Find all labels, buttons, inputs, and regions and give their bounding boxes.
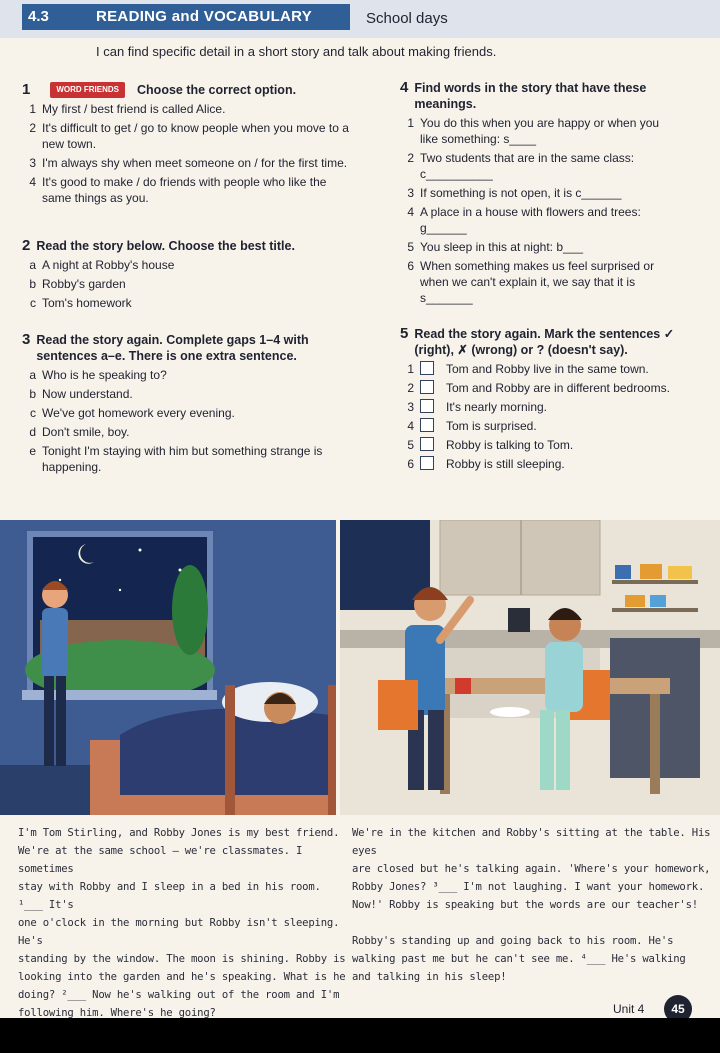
item-label: 1 [407,116,414,130]
ex2-item [22,295,352,311]
story-line: looking into the garden and he's speaking. What is he [18,971,346,983]
ex1-item [22,120,352,152]
answer-checkbox[interactable] [420,437,434,451]
item-text: You do this when you are happy or when you like something: s____ [420,116,660,146]
story-line: I'm Tom Stirling, and Robby Jones is my best friend. [18,827,340,839]
ex2-item [22,276,352,292]
ex4-item [400,150,675,182]
story-text-left [18,824,348,1018]
story-line: stay with Robby and I sleep in a bed in his room. ¹___ It's [18,881,321,911]
item-text: Robby is talking to Tom. [446,438,574,452]
item-text: Two students that are in the same class: c__________ [420,151,635,181]
lesson-number-badge: 4.3 [22,4,82,30]
ex5-item [400,361,680,377]
ex3-item [22,424,342,440]
item-label: 3 [407,186,414,200]
plate [490,707,530,717]
exercise-2 [22,238,352,311]
item-text: Now understand. [42,387,133,401]
exercise-number: 4 [400,79,409,96]
ex5-item [400,418,680,434]
item-label: c [30,406,36,420]
answer-checkbox[interactable] [420,456,434,470]
story-line: Now!' Robby is speaking but the words are our teacher's! [352,899,698,911]
story-line: Robby Jones? ³___ I'm not laughing. I want your homework. [352,881,705,893]
story-line: We're at the same school – we're classmates. I sometimes [18,845,303,875]
story-line: Robby's standing up and going back to his room. He's [352,935,674,947]
mug [455,678,471,694]
item-label: 2 [407,381,414,395]
page-header [0,0,720,38]
item-label: 3 [407,400,414,414]
item-label: 4 [29,175,36,189]
exercise-instruction: Read the story again. Complete gaps 1–4 with sentences a–e. There is one extra sentence. [36,333,309,363]
exercise-5 [400,326,680,472]
item-text: It's difficult to get / go to know people when you move to a new town. [42,121,349,151]
ex3-item [22,443,342,475]
item-text: Robby's garden [42,277,126,291]
item-label: b [29,277,36,291]
item-label: a [29,258,36,272]
exercise-5-items [400,361,680,472]
item-text: Tom's homework [42,296,132,310]
item-text: If something is not open, it is c______ [420,186,622,200]
story-line: one o'clock in the morning but Robby isn't sleeping. He's [18,917,340,947]
item-text: Tom is surprised. [446,419,537,433]
item-text: Don't smile, boy. [42,425,130,439]
word-friends-tag: WORD FRIENDS [50,82,125,98]
item-text: A place in a house with flowers and trees: g______ [420,205,641,235]
ex5-item [400,380,680,396]
learning-objective: I can find specific detail in a short story and talk about making friends. [96,44,497,59]
ex5-item [400,437,680,453]
item-label: 3 [29,156,36,170]
item-label: 6 [407,259,414,273]
item-text: It's good to make / do friends with people who like the same things as you. [42,175,327,205]
exercise-instruction: Find words in the story that have these meanings. [414,81,647,111]
ex4-item [400,185,675,201]
item-label: 5 [407,240,414,254]
answer-checkbox[interactable] [420,418,434,432]
page-number: 45 [664,995,692,1018]
item-label: 1 [407,362,414,376]
exercise-3-items [22,367,342,475]
ex3-item [22,367,342,383]
item-text: You sleep in this at night: b___ [420,240,584,254]
ex4-item [400,204,675,236]
chair [378,680,418,730]
item-label: 2 [407,151,414,165]
ex1-item [22,174,352,206]
exercise-4-items [400,115,675,306]
item-text: Who is he speaking to? [42,368,167,382]
item-label: c [30,296,36,310]
ex4-item [400,239,675,255]
exercise-number: 5 [400,325,409,342]
item-label: 2 [29,121,36,135]
exercise-3 [22,332,342,475]
exercise-instruction: Read the story below. Choose the best title. [36,239,295,253]
ex3-item [22,405,342,421]
section-title: READING and VOCABULARY [82,4,350,30]
item-text: My first / best friend is called Alice. [42,102,226,116]
exercise-number: 2 [22,237,31,254]
story-line: are closed but he's talking again. 'Where's your homework, [352,863,711,875]
ex4-item [400,258,675,306]
item-text: When something makes us feel surprised or when we can't explain it, we say that it is s_______ [420,259,655,305]
item-label: 4 [407,205,414,219]
answer-checkbox[interactable] [420,361,434,375]
item-label: 1 [29,102,36,116]
item-text: Tonight I'm staying with him but something strange is happening. [42,444,323,474]
story-line [352,914,712,932]
item-label: 6 [407,457,414,471]
exercise-number: 1 [22,81,31,98]
item-label: e [29,444,36,458]
exercise-1 [22,82,352,206]
story-line: walking past me but he can't see me. ⁴___ He's walking [352,953,686,965]
exercise-4 [400,80,675,306]
answer-checkbox[interactable] [420,380,434,394]
story-line: We're in the kitchen and Robby's sitting at the table. His eyes [352,827,711,857]
story-line: following him. Where's he going? [18,1007,216,1018]
item-label: d [29,425,36,439]
exercise-1-items [22,101,352,206]
ex1-item [22,155,352,171]
ex1-item [22,101,352,117]
item-label: b [29,387,36,401]
kettle [508,608,530,632]
footer-unit-label: Unit 4 [613,1002,645,1016]
item-label: a [29,368,36,382]
ex5-item [400,456,680,472]
item-text: It's nearly morning. [446,400,547,414]
answer-checkbox[interactable] [420,399,434,413]
story-illustration [0,520,720,815]
item-text: We've got homework every evening. [42,406,235,420]
story-line: and talking in his sleep! [352,971,507,983]
exercise-instruction: Choose the correct option. [137,83,297,97]
ex3-item [22,386,342,402]
story-line: standing by the window. The moon is shining. Robby is [18,953,346,965]
ex4-item [400,115,675,147]
item-text: Tom and Robby are in different bedrooms. [446,381,670,395]
item-text: A night at Robby's house [42,258,175,272]
ex2-item [22,257,352,273]
item-text: Tom and Robby live in the same town. [446,362,649,376]
item-label: 4 [407,419,414,433]
story-text-right [352,824,712,986]
item-text: Robby is still sleeping. [446,457,565,471]
story-line: doing? ²___ Now he's walking out of the room and I'm [18,989,340,1001]
exercise-number: 3 [22,331,31,348]
item-text: I'm always shy when meet someone on / for the first time. [42,156,348,170]
lesson-subtitle: School days [366,10,448,27]
item-label: 5 [407,438,414,452]
ex5-item [400,399,680,415]
exercise-2-items [22,257,352,311]
exercise-instruction: Read the story again. Mark the sentences ✓ (right), ✗ (wrong) or ? (doesn't say). [414,327,675,357]
